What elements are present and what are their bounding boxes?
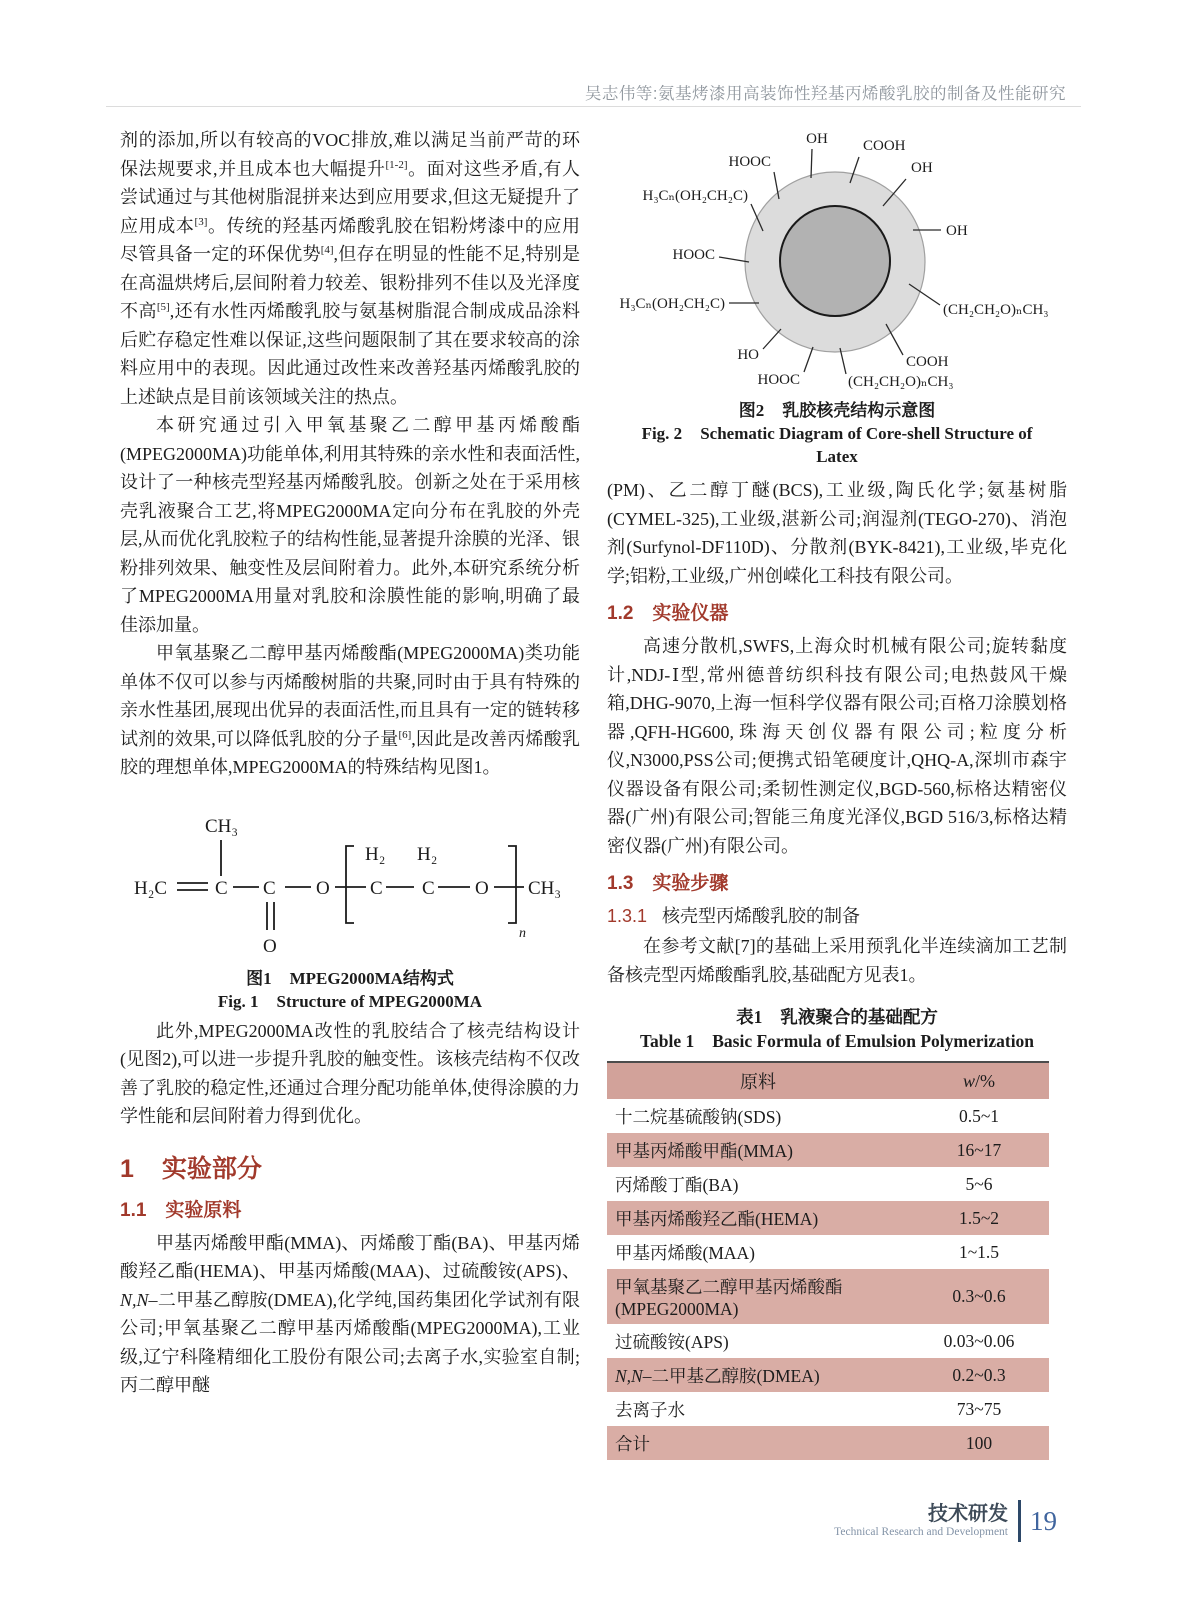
- material-cell: 甲基丙烯酸(MAA): [615, 1242, 755, 1263]
- atom-label: O: [316, 877, 330, 899]
- page-footer: [834, 1500, 1057, 1542]
- footer-label-zh: 技术研发: [928, 1503, 1008, 1525]
- section-heading-1-3-1: 1.3.1 核壳型丙烯酸乳胶的制备: [607, 906, 861, 926]
- section-heading-1-3: 1.3 实验步骤: [607, 873, 729, 894]
- table-row: [607, 1099, 1049, 1133]
- fig2-group-label: OH: [806, 131, 828, 147]
- material-cell: 过硫酸铵(APS): [615, 1331, 729, 1352]
- value-cell: 0.2~0.3: [909, 1358, 1049, 1392]
- table-row: [607, 1392, 1049, 1426]
- running-header-title: 吴志伟等:氨基烤漆用高装饰性羟基丙烯酸乳胶的制备及性能研究: [584, 85, 1066, 103]
- subscript-n: n: [519, 925, 526, 941]
- table-row: [607, 1358, 1049, 1392]
- paragraph: 甲氧基聚乙二醇甲基丙烯酸酯(MPEG2000MA)类功能单体不仅可以参与丙烯酸树脂的共聚,同时由于具有特殊的亲水性基团,展现出优异的表面活性,而且具有一定的链转移试剂的效果,可以降低乳胶的分子量[6],因此是改善丙烯酸乳胶的理想单体,MPEG2000MA的特殊结构见图1。: [120, 643, 581, 777]
- footer-divider-bar: [1018, 1500, 1021, 1542]
- mpeg2000ma-structure-diagram: [120, 792, 580, 962]
- section-heading-1-1: 1.1 实验原料: [120, 1199, 242, 1221]
- value-cell: 1.5~2: [909, 1201, 1049, 1235]
- table-row: [607, 1201, 1049, 1235]
- table-row: [607, 1133, 1049, 1167]
- fig2-leader-line: [811, 149, 812, 178]
- paragraph: 甲基丙烯酸甲酯(MMA)、丙烯酸丁酯(BA)、甲基丙烯酸羟乙酯(HEMA)、甲基丙烯酸(MAA)、过硫酸铵(APS)、N,N–二甲基乙醇胺(DMEA),化学纯,国药集团化学试剂有限公司;甲氧基聚乙二醇甲基丙烯酸酯(MPEG2000MA),工业级,辽宁科隆精细化工股份有限公司;去离子水,实验室自制;丙二醇甲醚: [120, 1232, 580, 1395]
- material-cell: 甲氧基聚乙二醇甲基丙烯酸酯(MPEG2000MA): [607, 1269, 909, 1324]
- table-row: [607, 1269, 1049, 1324]
- figure-1-caption-en: Fig. 1 Structure of MPEG2000MA: [217, 991, 483, 1011]
- atom-label: H₂: [417, 843, 438, 865]
- fig2-group-label: OH: [946, 223, 968, 239]
- table-row: [607, 1235, 1049, 1269]
- table-1-caption-en: Table 1 Basic Formula of Emulsion Polymerization: [639, 1031, 1035, 1051]
- paragraph: 此外,MPEG2000MA改性的乳胶结合了核壳结构设计(见图2),可以进一步提升乳胶的触变性。该核壳结构不仅改善了乳胶的稳定性,还通过合理分配功能单体,使得涂膜的力学性能和层间附着力得到优化。: [120, 1020, 580, 1126]
- fig2-group-label: H₃Cₙ(OH₂CH₂C): [619, 296, 725, 312]
- atom-label: C: [370, 877, 383, 899]
- value-cell: 100: [909, 1426, 1049, 1460]
- figure-2-caption-zh: 图2 乳胶核壳结构示意图: [738, 401, 936, 420]
- table-row: [607, 1426, 1049, 1460]
- value-cell: 0.03~0.06: [943, 1330, 1015, 1351]
- fig2-group-label: H₃Cₙ(OH₂CH₂C): [642, 188, 748, 204]
- latex-core-circle: [780, 206, 890, 316]
- fig2-group-label: (CH₂CH₂O)ₙCH₃: [848, 374, 954, 390]
- section-heading-1: 1 实验部分: [120, 1154, 262, 1183]
- formula-table: [607, 1061, 1049, 1460]
- fig2-group-label: HO: [737, 347, 759, 363]
- figure-2-core-shell: [607, 126, 1067, 468]
- material-cell: 丙烯酸丁酯(BA): [615, 1174, 739, 1195]
- atom-label: O: [263, 935, 277, 957]
- paragraph: (PM)、乙二醇丁醚(BCS),工业级,陶氏化学;氨基树脂(CYMEL-325),工业级,湛新公司;润湿剂(TEGO-270)、消泡剂(Surfynol-DF110D)、分散剂(BYK-8421),工业级,毕克化学;铝粉,工业级,广州创嵘化工科技有限公司。: [607, 480, 1067, 586]
- footer-label-en: Technical Research and Development: [834, 1526, 1008, 1538]
- figure-1-structure: [120, 792, 580, 1013]
- atom-label: CH₃: [205, 815, 239, 837]
- value-cell: 5~6: [965, 1173, 993, 1194]
- paragraph: 本研究通过引入甲氧基聚乙二醇甲基丙烯酸酯(MPEG2000MA)功能单体,利用其特殊的亲水性和表面活性,设计了一种核壳型羟基丙烯酸乳胶。创新之处在于采用核壳乳液聚合工艺,将MPEG2000MA定向分布在乳胶的外壳层,从而优化乳胶粒子的结构性能,显著提升涂膜的光泽、银粉排列效果、触变性及层间附着力。此外,本研究系统分析了MPEG2000MA用量对乳胶和涂膜性能的影响,明确了最佳添加量。: [120, 415, 581, 635]
- core-shell-diagram: [607, 126, 1067, 394]
- right-column: [607, 126, 1067, 1460]
- fig2-group-label: (CH₂CH₂O)ₙCH₃: [943, 302, 1049, 318]
- figure-2-caption-en: Fig. 2 Schematic Diagram of Core-shell Structure of Latex: [641, 424, 1033, 466]
- value-cell: 1~1.5: [958, 1241, 1000, 1262]
- material-cell: 合计: [607, 1426, 909, 1460]
- atom-label: H₂: [365, 843, 386, 865]
- left-column: [120, 126, 580, 1460]
- paragraph: 在参考文献[7]的基础上采用预乳化半连续滴加工艺制备核壳型丙烯酸酯乳胶,基础配方见表1。: [607, 936, 1067, 985]
- fig2-leader-line: [763, 329, 781, 349]
- material-cell: 甲基丙烯酸甲酯(MMA): [607, 1133, 909, 1167]
- atom-label: O: [475, 877, 489, 899]
- value-cell: 0.5~1: [958, 1105, 1000, 1126]
- fig2-group-label: OH: [911, 160, 933, 176]
- material-cell: 甲基丙烯酸羟乙酯(HEMA): [607, 1201, 909, 1235]
- atom-label: CH₃: [528, 877, 562, 899]
- fig2-leader-line: [804, 347, 813, 372]
- table-row: [607, 1167, 1049, 1201]
- paragraph: 高速分散机,SWFS,上海众时机械有限公司;旋转黏度计,NDJ-Ⅰ型,常州德普纺织科技有限公司;电热鼓风干燥箱,DHG-9070,上海一恒科学仪器有限公司;百格刀涂膜划格器,QFH-HG600,珠海天创仪器有限公司;粒度分析仪,N3000,PSS公司;便携式铅笔硬度计,QHQ-A,深圳市森宇仪器设备有限公司;柔韧性测定仪,BGD-560,标格达精密仪器(广州)有限公司;智能三角度光泽仪,BGD 516/3,标格达精密仪器(广州)有限公司。: [607, 636, 1067, 856]
- table-row: [607, 1324, 1049, 1358]
- paragraph: 剂的添加,所以有较高的VOC排放,难以满足当前严苛的环保法规要求,并且成本也大幅提升[1-2]。面对这些矛盾,有人尝试通过与其他树脂混拼来达到应用要求,但这无疑提升了应用成本[3]。传统的羟基丙烯酸乳胶在铝粉烤漆中的应用尽管具备一定的环保优势[4],但存在明显的性能不足,特别是在高温烘烤后,层间附着力较差、银粉排列不佳以及光泽度不高[5],还有水性丙烯酸乳胶与氨基树脂混合制成成品涂料后贮存稳定性难以保证,这些问题限制了其在要求较高的涂料应用中的表现。因此通过改性来改善羟基丙烯酸乳胶的上述缺点是目前该领域关注的热点。: [120, 130, 581, 407]
- footer-section-label: [834, 1503, 1008, 1539]
- fig2-group-label: COOH: [906, 354, 949, 370]
- value-cell: 73~75: [956, 1398, 1002, 1419]
- page-number: 19: [1030, 1505, 1057, 1536]
- header-divider: [106, 106, 1081, 107]
- fig2-group-label: COOH: [863, 138, 906, 154]
- table-1-caption-zh: 表1 乳液聚合的基础配方: [736, 1007, 938, 1027]
- atom-label: C: [215, 877, 228, 899]
- atom-label: H₂C: [134, 877, 168, 899]
- table-header-row: [607, 1062, 1049, 1099]
- section-heading-1-2: 1.2 实验仪器: [607, 603, 729, 624]
- figure-1-caption-zh: 图1 MPEG2000MA结构式: [246, 968, 454, 988]
- material-cell: 十二烷基硫酸钠(SDS): [615, 1106, 782, 1127]
- fig2-group-label: HOOC: [728, 154, 771, 170]
- atom-label: C: [263, 877, 276, 899]
- material-cell: 去离子水: [615, 1399, 685, 1420]
- fig2-group-label: HOOC: [672, 247, 715, 263]
- two-column-layout: [120, 126, 1067, 1460]
- atom-label: C: [422, 877, 435, 899]
- value-cell: 16~17: [909, 1133, 1049, 1167]
- column-header-material: 原料: [607, 1062, 909, 1099]
- fig2-group-label: HOOC: [757, 372, 800, 388]
- material-cell: N,N–二甲基乙醇胺(DMEA): [607, 1358, 909, 1392]
- column-header-wt-percent: w/%: [909, 1062, 1049, 1099]
- value-cell: 0.3~0.6: [909, 1269, 1049, 1324]
